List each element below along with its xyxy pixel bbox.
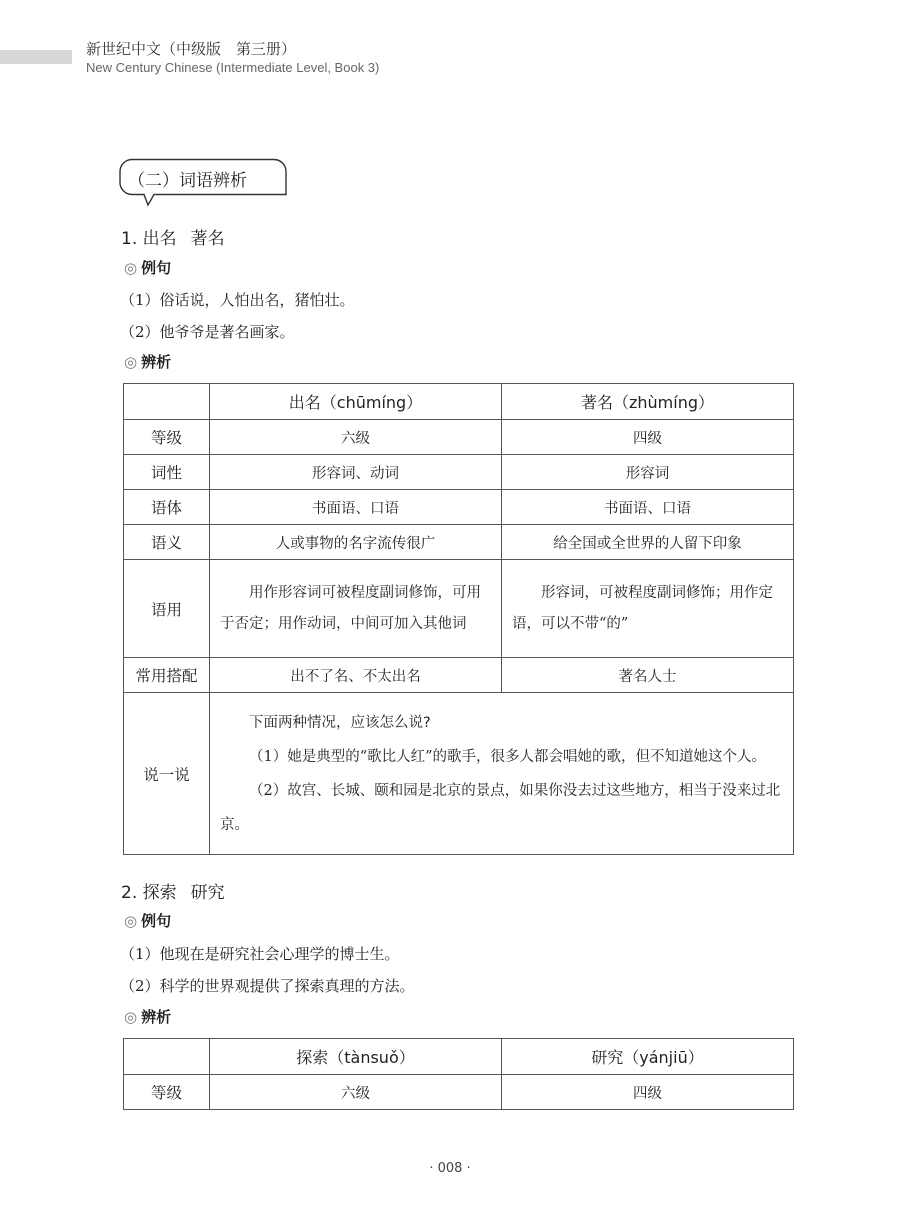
col-header-a: 探索（tànsuǒ） (210, 1039, 502, 1075)
usage-text-a: 用作形容词可被程度副词修饰，可用于否定；用作动词，中间可加入其他词 (220, 584, 481, 632)
table-header-row (124, 1039, 794, 1075)
item1-word-b: 著名 (190, 229, 225, 249)
cell-a: 人或事物的名字流传很广 (210, 525, 502, 560)
cell-a: 六级 (210, 420, 502, 455)
table-header-row (124, 384, 794, 420)
circle-bullet-icon: ◎ (124, 353, 138, 371)
circle-bullet-icon: ◎ (124, 1008, 138, 1026)
item2-heading (121, 878, 225, 903)
usage-text-b: 形容词，可被程度副词修饰；用作定语，可以不带“的” (512, 584, 773, 632)
table-row (124, 1075, 794, 1110)
item2-word-a: 探索 (142, 883, 177, 903)
cell-a (210, 560, 502, 658)
cell-a: 出不了名、不太出名 (210, 658, 502, 693)
cell-b: 四级 (502, 1075, 794, 1110)
say-item-1: （1）她是典型的“歌比人红”的歌手，很多人都会唱她的歌，但不知道她这个人。 (249, 748, 767, 765)
item1-examples-heading (124, 257, 171, 278)
table-row (124, 490, 794, 525)
col-header-b: 研究（yánjiū） (502, 1039, 794, 1075)
cell-b: 四级 (502, 420, 794, 455)
cell-a: 六级 (210, 1075, 502, 1110)
row-label: 等级 (124, 420, 210, 455)
circle-bullet-icon: ◎ (124, 259, 138, 277)
item1-word-a: 出名 (142, 229, 177, 249)
row-label: 语用 (124, 560, 210, 658)
item1-example-1: （1）俗话说，人怕出名，猪怕壮。 (120, 291, 355, 309)
row-label: 词性 (124, 455, 210, 490)
item2-analysis-heading (124, 1006, 171, 1027)
cell-b: 书面语、口语 (502, 490, 794, 525)
cell-b: 给全国或全世界的人留下印象 (502, 525, 794, 560)
book-title: 新世纪中文（中级版 第三册） (86, 40, 297, 58)
row-label: 语体 (124, 490, 210, 525)
item2-examples-heading (124, 910, 171, 931)
item2-number: 2. (121, 883, 138, 903)
analysis-label: 辨析 (141, 1008, 172, 1026)
section-label: （二）词语辨析 (128, 171, 247, 191)
table-corner-cell (124, 1039, 210, 1075)
col-header-a: 出名（chūmíng） (210, 384, 502, 420)
header-gray-bar (0, 50, 72, 64)
table-row (124, 525, 794, 560)
table-row-say (124, 693, 794, 855)
item2-example-2: （2）科学的世界观提供了探索真理的方法。 (120, 977, 415, 995)
page-number: · 008 · (429, 1161, 471, 1176)
cell-b: 形容词 (502, 455, 794, 490)
item1-example-2: （2）他爷爷是著名画家。 (120, 323, 295, 341)
row-label: 语义 (124, 525, 210, 560)
say-question: 下面两种情况，应该怎么说? (249, 714, 431, 731)
item2-word-b: 研究 (190, 883, 225, 903)
book-subtitle: New Century Chinese (Intermediate Level, Book 3) (86, 60, 380, 75)
cell-b (502, 560, 794, 658)
cell-a: 书面语、口语 (210, 490, 502, 525)
table-row (124, 658, 794, 693)
item1-analysis-heading (124, 351, 171, 372)
item1-number: 1. (121, 229, 138, 249)
analysis-label: 辨析 (141, 353, 172, 371)
col-header-b: 著名（zhùmíng） (502, 384, 794, 420)
say-cell (210, 693, 794, 855)
item2-example-1: （1）他现在是研究社会心理学的博士生。 (120, 945, 400, 963)
item2-comparison-table (123, 1038, 794, 1110)
circle-bullet-icon: ◎ (124, 912, 138, 930)
item1-comparison-table (123, 383, 794, 855)
cell-a: 形容词、动词 (210, 455, 502, 490)
row-label: 等级 (124, 1075, 210, 1110)
row-label: 说一说 (124, 693, 210, 855)
say-item-2: （2）故宫、长城、颐和园是北京的景点，如果你没去过这些地方，相当于没来过北京。 (220, 782, 781, 833)
item1-heading (121, 224, 225, 249)
table-corner-cell (124, 384, 210, 420)
examples-label: 例句 (141, 259, 172, 277)
cell-b: 著名人士 (502, 658, 794, 693)
examples-label: 例句 (141, 912, 172, 930)
table-row (124, 560, 794, 658)
table-row (124, 420, 794, 455)
table-row (124, 455, 794, 490)
row-label: 常用搭配 (124, 658, 210, 693)
